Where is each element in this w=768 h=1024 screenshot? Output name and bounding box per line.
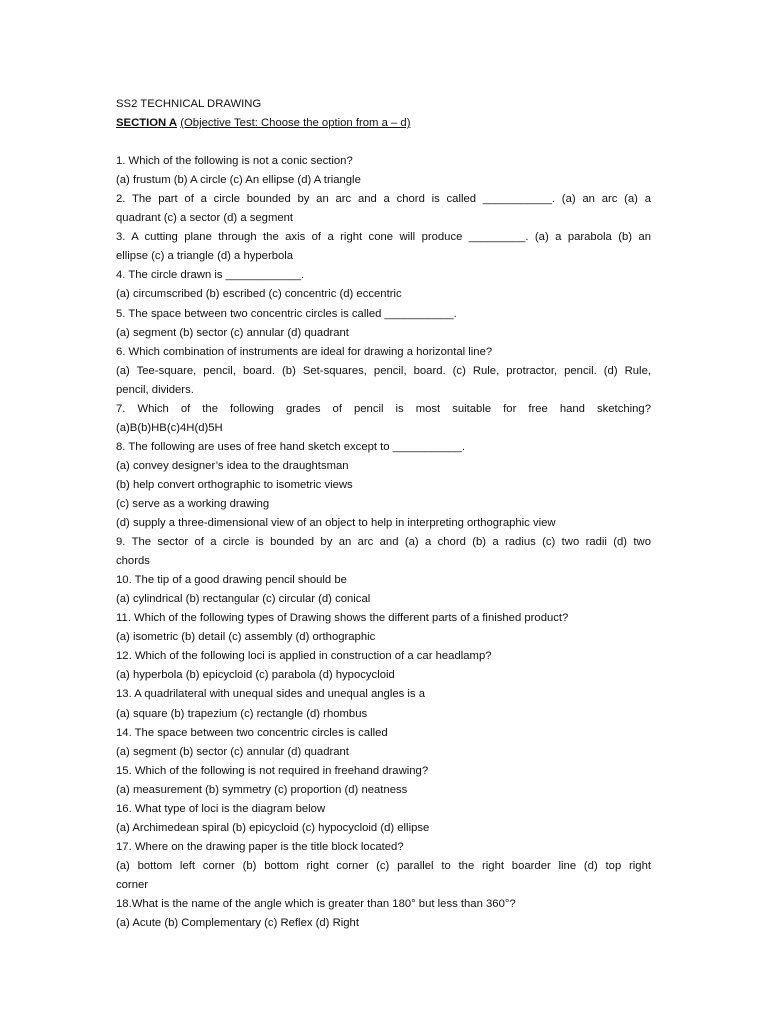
question-4: 4. The circle drawn is ____________. xyxy=(116,269,305,282)
question-1: 1. Which of the following is not a conic section? xyxy=(116,155,353,168)
question-5: 5. The space between two concentric circles is called ___________. xyxy=(116,307,457,320)
question-6-options-continued: pencil, dividers. xyxy=(116,383,194,396)
question-8: 8. The following are uses of free hand sketch except to ___________. xyxy=(116,440,465,453)
question-14: 14. The space between two concentric circles is called xyxy=(116,726,388,739)
question-9-continued: chords xyxy=(116,555,150,568)
document-body xyxy=(116,95,651,933)
question-10-options: (a) cylindrical (b) rectangular (c) circular (d) conical xyxy=(116,593,371,606)
question-6-options: (a) Tee-square, pencil, board. (b) Set-squares, pencil, board. (c) Rule, protractor, pencil. (d) Rule, xyxy=(116,364,651,377)
question-11: 11. Which of the following types of Drawing shows the different parts of a finished product? xyxy=(116,612,569,625)
question-4-options: (a) circumscribed (b) escribed (c) concentric (d) eccentric xyxy=(116,288,402,301)
document-title: SS2 TECHNICAL DRAWING xyxy=(116,98,262,110)
question-3: 3. A cutting plane through the axis of a right cone will produce _________. (a) a parabola (b) an xyxy=(116,231,651,244)
question-7-options: (a)B(b)HB(c)4H(d)5H xyxy=(116,421,223,434)
question-17: 17. Where on the drawing paper is the title block located? xyxy=(116,840,404,853)
question-15-options: (a) measurement (b) symmetry (c) proportion (d) neatness xyxy=(116,783,408,796)
question-8-option-c: (c) serve as a working drawing xyxy=(116,497,270,510)
question-18: 18.What is the name of the angle which is greater than 180° but less than 360°? xyxy=(116,897,516,910)
question-14-options: (a) segment (b) sector (c) annular (d) quadrant xyxy=(116,745,349,758)
question-13-options: (a) square (b) trapezium (c) rectangle (d) rhombus xyxy=(116,707,368,720)
question-7: 7. Which of the following grades of pencil is most suitable for free hand sketching? xyxy=(116,402,651,415)
question-8-option-a: (a) convey designer’s idea to the draughtsman xyxy=(116,459,349,472)
section-heading xyxy=(116,114,651,133)
question-12: 12. Which of the following loci is applied in construction of a car headlamp? xyxy=(116,650,492,663)
question-2: 2. The part of a circle bounded by an arc and a chord is called ___________. (a) an arc (a) a xyxy=(116,193,651,206)
question-1-options: (a) frustum (b) A circle (c) An ellipse (d) A triangle xyxy=(116,174,361,187)
section-label: SECTION A xyxy=(116,117,178,130)
question-17-options: (a) bottom left corner (b) bottom right corner (c) parallel to the right boarder line (d) top right xyxy=(116,859,651,872)
question-15: 15. Which of the following is not required in freehand drawing? xyxy=(116,764,429,777)
question-11-options: (a) isometric (b) detail (c) assembly (d) orthographic xyxy=(116,631,376,644)
spacer xyxy=(116,133,651,152)
question-8-option-b: (b) help convert orthographic to isometric views xyxy=(116,478,353,491)
question-16-options: (a) Archimedean spiral (b) epicycloid (c) hypocycloid (d) ellipse xyxy=(116,821,430,834)
question-10: 10. The tip of a good drawing pencil should be xyxy=(116,574,347,587)
question-2-continued: quadrant (c) a sector (d) a segment xyxy=(116,212,294,225)
question-8-option-d: (d) supply a three-dimensional view of an object to help in interpreting orthographic view xyxy=(116,517,556,530)
question-16: 16. What type of loci is the diagram below xyxy=(116,802,326,815)
question-12-options: (a) hyperbola (b) epicycloid (c) parabola (d) hypocycloid xyxy=(116,669,395,682)
question-5-options: (a) segment (b) sector (c) annular (d) quadrant xyxy=(116,326,349,339)
question-18-options: (a) Acute (b) Complementary (c) Reflex (d) Right xyxy=(116,917,359,930)
section-instruction: (Objective Test: Choose the option from a – d) xyxy=(180,117,411,130)
question-6: 6. Which combination of instruments are ideal for drawing a horizontal line? xyxy=(116,345,493,358)
question-13: 13. A quadrilateral with unequal sides and unequal angles is a xyxy=(116,688,426,701)
question-9: 9. The sector of a circle is bounded by an arc and (a) a chord (b) a radius (c) two radii (d) two xyxy=(116,536,651,549)
question-17-options-continued: corner xyxy=(116,878,149,891)
question-3-continued: ellipse (c) a triangle (d) a hyperbola xyxy=(116,250,294,263)
